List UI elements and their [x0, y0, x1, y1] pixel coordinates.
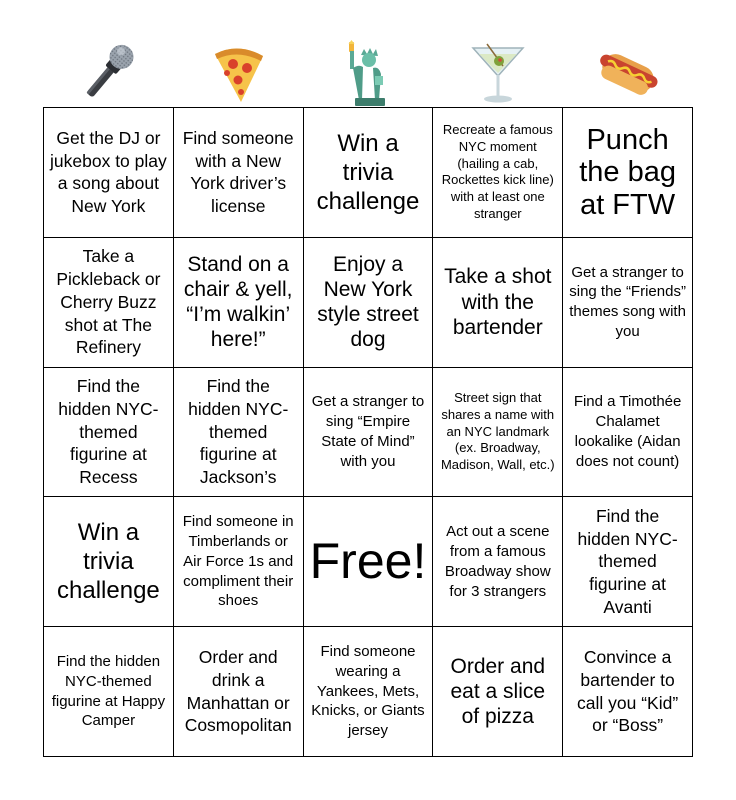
bingo-square-text: Find the hidden NYC-themed figurine at Happy Camper: [51, 653, 166, 730]
bingo-square[interactable]: [304, 368, 434, 498]
header-cell: [563, 38, 693, 108]
bingo-square[interactable]: [44, 627, 174, 757]
bingo-square[interactable]: [174, 108, 304, 238]
bingo-board: [43, 107, 693, 757]
bingo-square[interactable]: [304, 627, 434, 757]
free-space[interactable]: [304, 497, 434, 627]
bingo-square-text: Find the hidden NYC-themed figurine at Jackson’s: [188, 376, 289, 488]
bingo-square[interactable]: [44, 108, 174, 238]
bingo-square[interactable]: [433, 238, 563, 368]
bingo-square-text: Win a trivia challenge: [316, 129, 420, 216]
cocktail-icon: [465, 40, 531, 106]
bingo-square[interactable]: [174, 627, 304, 757]
bingo-square-text: Find the hidden NYC-themed figurine at Recess: [58, 376, 159, 488]
bingo-square-text: Punch the bag at FTW: [579, 123, 676, 221]
header-cell: [43, 38, 173, 108]
bingo-square[interactable]: [563, 368, 693, 498]
bingo-square-text: Enjoy a New York style street dog: [317, 252, 419, 352]
bingo-square-text: Find someone wearing a Yankees, Mets, Knicks, or Giants jersey: [311, 643, 425, 740]
bingo-square[interactable]: [563, 627, 693, 757]
bingo-square-text: Find the hidden NYC-themed figurine at Avanti: [577, 505, 678, 617]
bingo-square-text: Get a stranger to sing “Empire State of Mind” with you: [311, 393, 425, 470]
bingo-square[interactable]: [44, 368, 174, 498]
bingo-square-text: Order and eat a slice of pizza: [450, 654, 546, 729]
bingo-square[interactable]: [44, 497, 174, 627]
bingo-square-text: Get the DJ or jukebox to play a song about New York: [50, 127, 167, 217]
bingo-square-text: Win a trivia challenge: [57, 518, 160, 605]
bingo-square[interactable]: [304, 238, 434, 368]
bingo-square-text: Order and drink a Manhattan or Cosmopolitan: [184, 647, 292, 736]
bingo-square-text: Take a shot with the bartender: [444, 265, 552, 339]
bingo-square-text: Act out a scene from a famous Broadway show for 3 strangers: [444, 523, 551, 600]
header-icons-row: [43, 38, 693, 108]
bingo-square[interactable]: [433, 497, 563, 627]
bingo-square-text: Find someone in Timberlands or Air Force 1s and compliment their shoes: [182, 513, 294, 610]
bingo-square[interactable]: [433, 627, 563, 757]
header-cell: [173, 38, 303, 108]
bingo-square-text: Get a stranger to sing the “Friends” themes song with you: [569, 263, 686, 340]
bingo-square-text: Street sign that shares a name with an NYC landmark (ex. Broadway, Madison, Wall, etc.): [440, 389, 555, 473]
header-cell: [433, 38, 563, 108]
bingo-square-text: Find a Timothée Chalamet lookalike (Aidan does not count): [573, 393, 682, 470]
bingo-square[interactable]: [304, 108, 434, 238]
pizza-icon: [205, 40, 271, 106]
bingo-square[interactable]: [174, 238, 304, 368]
hot-dog-icon: [595, 40, 661, 106]
bingo-square-text: Convince a bartender to call you “Kid” or “Boss”: [577, 647, 679, 736]
statue-of-liberty-icon: [335, 40, 401, 106]
microphone-icon: [75, 40, 141, 106]
bingo-square-text: Free!: [309, 533, 427, 590]
bingo-square[interactable]: [433, 108, 563, 238]
bingo-square[interactable]: [174, 497, 304, 627]
bingo-square[interactable]: [563, 238, 693, 368]
bingo-square[interactable]: [563, 497, 693, 627]
bingo-square[interactable]: [174, 368, 304, 498]
bingo-square-text: Take a Pickleback or Cherry Buzz shot at The Refinery: [56, 246, 161, 358]
bingo-square-text: Stand on a chair & yell, “I’m walkin’ here!”: [183, 252, 293, 352]
bingo-square[interactable]: [563, 108, 693, 238]
header-cell: [303, 38, 433, 108]
bingo-square-text: Recreate a famous NYC moment (hailing a cab, Rockettes kick line) with at least one stranger: [441, 121, 554, 222]
bingo-square[interactable]: [433, 368, 563, 498]
bingo-square-text: Find someone with a New York driver’s license: [182, 127, 294, 217]
bingo-square[interactable]: [44, 238, 174, 368]
